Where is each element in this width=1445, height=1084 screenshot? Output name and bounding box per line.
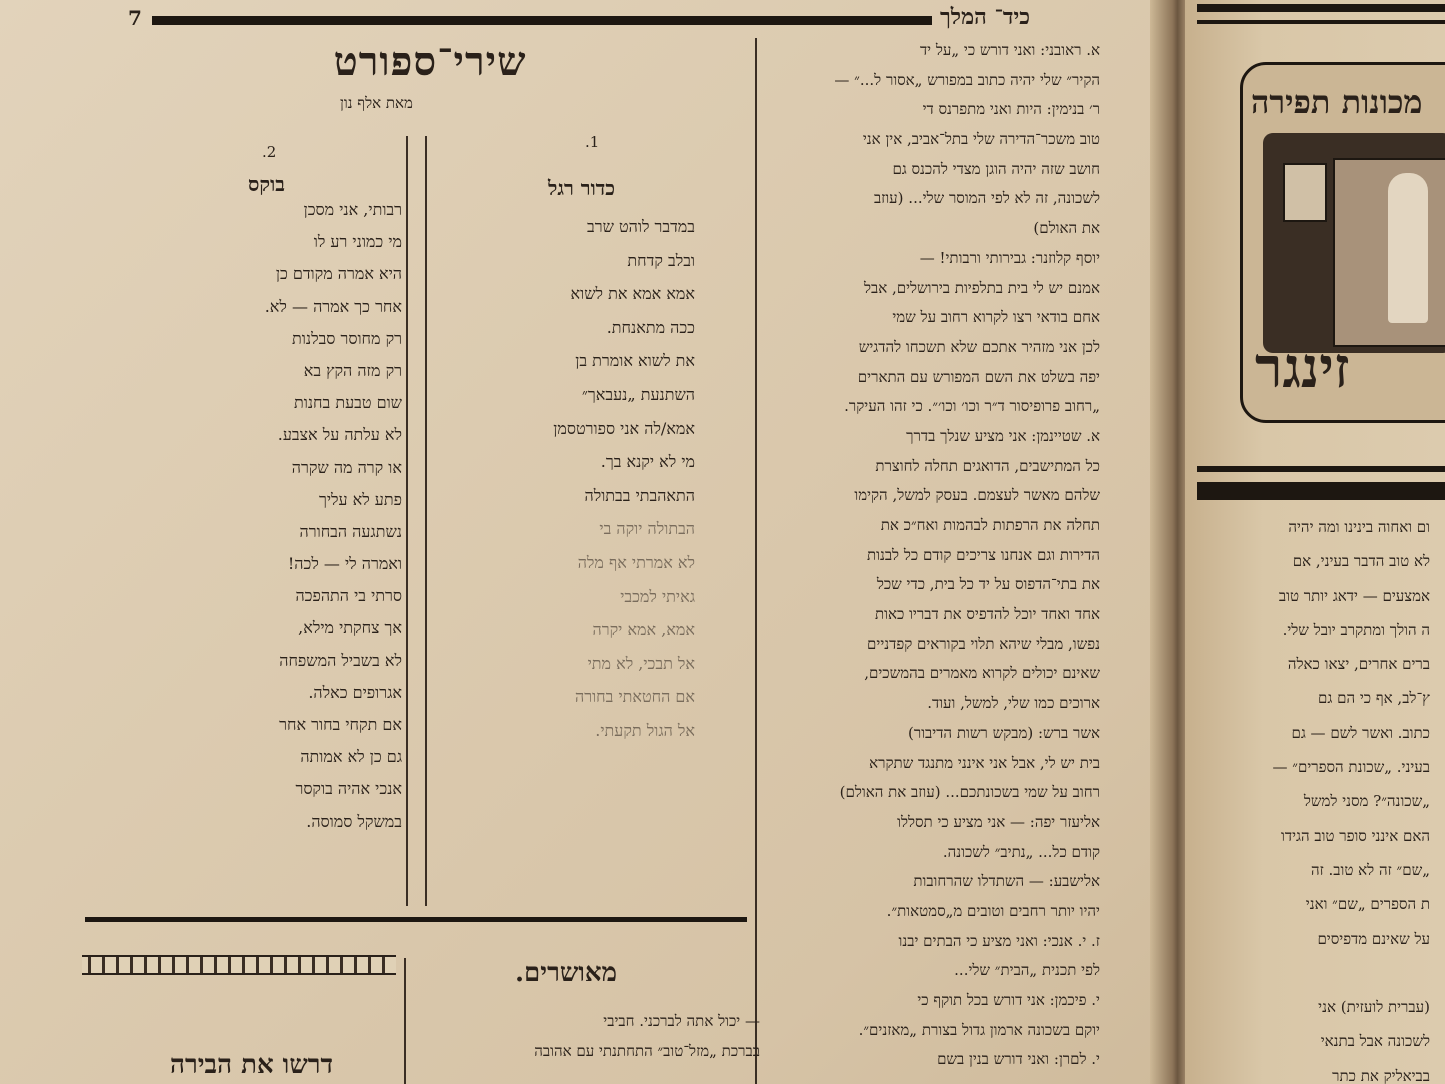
text-line: ואמרה לי — לכה! [287, 554, 402, 574]
text-line: לא בשביל המשפחה [279, 650, 402, 670]
text-line: אלישבע: — השתדלו שהרחובות [913, 872, 1100, 891]
text-line: אנכי אהיה בוקסר [295, 779, 402, 799]
text-line: אחם בודאי רצו לקרוא רחוב על שמי [892, 308, 1100, 327]
text-line: פתע לא עליך [318, 489, 402, 509]
text-line: הבתולה יוקה בי [599, 519, 695, 539]
text-line: ברים אחרים, יצאו כאלה [1287, 655, 1430, 674]
poem-number-2: .2 [262, 143, 277, 161]
text-line: רבותי, אני מסכן [303, 200, 402, 219]
text-line: (עברית לועזית) אני [1318, 998, 1430, 1017]
facing-page [1185, 0, 1445, 1084]
text-line: בית יש לי, אבל אני אינני מתנגד שתקרא [869, 753, 1100, 772]
text-line: לא אמרתי אף מלה [577, 552, 695, 572]
text-line: לא עלתה על אצבע. [277, 425, 402, 445]
column-divider-poems-inner [425, 136, 427, 906]
text-line: ום ואחוה בינינו ומה יהיה [1288, 518, 1430, 536]
column-divider-bottom [404, 958, 406, 1084]
text-line: ץ־לב, אף כי הם גם [1318, 689, 1430, 708]
text-line: ר׳ בנימין: היות ואני מתפרנס די [922, 100, 1100, 119]
text-line: אל הגול תקעתי. [595, 720, 695, 740]
text-line: חושב שזה יהיה הוגן מצדי להכנס גם [892, 159, 1100, 178]
text-line: — יכול אתה לברכני. חביבי [603, 1012, 760, 1030]
bottom-heading: מאושרים. [515, 958, 618, 988]
text-line: אגרופים כאלה. [308, 682, 402, 702]
column-divider-poems [406, 136, 408, 906]
text-line: תחלה את הרפתות לבהמות ואח״כ את [880, 516, 1100, 534]
header-rule [152, 16, 932, 25]
text-line: לכן אני מזהיר אתכם שלא תשכחו להדגיש [858, 337, 1100, 356]
text-line: את בתי־הדפוס על יד כל בית, כדי שכל [876, 575, 1100, 594]
text-line [1215, 956, 1430, 990]
text-line: אחר כך אמרה — לא. [264, 296, 402, 316]
text-line: יוקם בשכונה ארמון גדול בצורת „מאזנים״. [858, 1020, 1100, 1039]
text-line: אשר ברש: (מבקש רשות הדיבור) [908, 723, 1100, 742]
poem-football [430, 210, 695, 748]
text-line: הקיר״ שלי יהיה כתוב במפורש „אסור ל...״ — [834, 70, 1100, 89]
text-line: השתנעת „נעבאך״ [581, 384, 695, 404]
column-divider-main [755, 38, 757, 1084]
article-title: שירי־ספורט [333, 38, 527, 85]
text-line: אמא, אמא יקרה [592, 620, 695, 640]
text-line: מי לא יקנא בך. [600, 452, 695, 472]
ornamental-border [82, 955, 396, 975]
text-line: לפי תכנית „הבית״ שלי... [954, 961, 1100, 980]
text-line: ז. י. אנכי: ואני מציע כי הבתים יבנו [898, 931, 1100, 950]
text-line: אחד ואחד יוכל להדפיס את דבריו כאות [875, 605, 1100, 624]
facing-page-top-rule-2 [1197, 20, 1445, 24]
text-line: א. ראובני: ואני דורש כי „על יד [919, 41, 1100, 59]
running-head: כיד־ המלך [940, 4, 1030, 30]
text-line: אמנם יש לי בית בתלפיות בירושלים, אבל [863, 278, 1100, 297]
text-line: במשקל סמוסה. [306, 811, 402, 831]
text-line: את לשוא אומרת בן [575, 351, 695, 371]
facing-page-rule [1197, 466, 1445, 472]
text-line: „שכונה״? מסני למשל [1303, 792, 1430, 811]
text-line: אמא/לה אני ספורטסמן [553, 418, 695, 438]
seamstress-figure [1388, 173, 1428, 323]
text-line: שלהם מאשר לעצמם. בעסק למשל, הקימו [854, 486, 1100, 505]
text-line: אמצעים — ידאג יותר טוב [1278, 586, 1430, 605]
text-line: רחוב על שמי בשכונתכם... (עוזב את האולם) [839, 783, 1100, 802]
text-line: גם כן לא אמותה [300, 747, 402, 767]
text-line: על שאינם מדפיסים [1317, 929, 1430, 948]
ad-illustration [1263, 133, 1445, 353]
text-line: מי כמוני רע לו [313, 232, 402, 252]
text-line: סרתי בי התהפכה [295, 586, 402, 606]
text-line: לא טוב הדבר בעיני, אם [1292, 552, 1430, 571]
sewing-machine-icon [1283, 163, 1327, 222]
bottom-left-heading: דרשו את הבירה [170, 1050, 334, 1080]
text-line: רק מזה הקץ בא [303, 360, 402, 380]
text-line: את האולם) [1033, 219, 1100, 238]
text-line: אם תקחי בחור אחר [279, 715, 402, 734]
article-byline: מאת אלף נון [340, 94, 413, 112]
text-line: נפשו, מבלי שיהא תלוי בקוראים קפדניים [867, 634, 1100, 653]
text-line: בברכת „מזל־טוב״ התחתנתי עם אהובה [534, 1042, 760, 1060]
text-line: א. שטיינמן: אני מציע שנלך בדרך [906, 426, 1100, 445]
sewing-machine-advertisement [1240, 62, 1445, 423]
text-line: היא אמרה מקודם כן [275, 264, 402, 284]
text-line: לשכונה אבל בתנאי [1320, 1032, 1430, 1051]
ad-title: מכונות תפירה [1251, 83, 1423, 121]
facing-page-top-rule [1197, 4, 1445, 12]
text-line: כל המתישבים, הדואגים תחלה לחוצרת [875, 456, 1100, 475]
text-line: שאינם יכולים לקרוא מאמרים בהמשכים, [864, 664, 1100, 683]
text-line: הדירות וגם אנחנו צריכים קודם כל לבנות [866, 545, 1100, 564]
text-line: „רחוב פרופיסור ד״ר וכו׳ וכו׳״. כי זהו העיקר. [844, 397, 1100, 416]
text-line: יהיו יותר רחבים וטובים מ„סמטאות״. [886, 901, 1100, 920]
text-line: אל תבכי, לא מתי [587, 653, 695, 673]
text-line: אמא אמא את לשוא [570, 284, 695, 304]
text-line: רק מחוסר סבלנות [292, 328, 402, 348]
text-line: ובלב קדחת [627, 250, 695, 270]
poem-number-1: .1 [585, 133, 600, 151]
text-line: בעיני. „שכונת הספרים״ — [1272, 758, 1430, 777]
page-number: 7 [128, 6, 142, 30]
text-line: או קרה מה שקרה [291, 457, 402, 477]
text-line: י. פיכמן: אני דורש בכל תוקף כי [917, 991, 1100, 1009]
section-rule [85, 917, 747, 922]
text-line: ת הספרים „שם״ ואני [1305, 895, 1430, 914]
text-line: בביאליק את כתר [1332, 1066, 1430, 1084]
text-line: יפה בשלט את השם המפורש עם התארים [857, 367, 1100, 386]
text-line: כתוב. ואשר לשם — גם [1291, 723, 1430, 742]
text-line: אליעזר יפה: — אני מציע כי תסללו [897, 812, 1100, 831]
article-discussion-column [765, 36, 1100, 1075]
text-line: במדבר לוהט שרב [587, 217, 695, 236]
text-line: ה הולך ומתקרב יובל שלי. [1282, 620, 1430, 639]
poem-title-boxing: בוקס [248, 172, 285, 196]
text-line: נשתגעה הבחורה [299, 521, 402, 541]
text-line: האם אינני סופר טוב הגידו [1281, 826, 1430, 845]
text-line: גאיתי למכבי [620, 586, 695, 606]
bottom-text [420, 1006, 760, 1066]
poem-boxing [190, 194, 402, 838]
text-line: טוב משכר־הדירה שלי בתל־אביב, אין אני [862, 130, 1100, 149]
text-line: ככה מתאנחת. [606, 317, 695, 337]
ad-brand: זינגר [1255, 335, 1350, 401]
text-line: אך צחקתי מילא, [298, 618, 402, 638]
poem-title-football: כדור רגל [548, 176, 616, 200]
text-line: יוסף קלוזנר: גבירותי ורבותי! — [919, 248, 1100, 267]
text-line: התאהבתי בבתולה [584, 485, 695, 505]
text-line: לשכונה, זה לא לפי המוסר שלי... (עוזב [873, 189, 1100, 208]
facing-page-text [1215, 510, 1430, 1084]
text-line: י. לםרן: ואני דורש בנין בשם [937, 1050, 1100, 1069]
text-line: „שם״ זה לא טוב. זה [1310, 860, 1430, 879]
text-line: שום טבעת בחנות [294, 393, 402, 413]
text-line: קודם כל... „נתיב״ לשכונה. [942, 842, 1100, 861]
text-line: אם החטאתי בחורה [575, 687, 695, 707]
facing-page-rule-thick [1197, 482, 1445, 500]
text-line: ארוכים כמו שלי, למשל, ועוד. [927, 694, 1100, 713]
